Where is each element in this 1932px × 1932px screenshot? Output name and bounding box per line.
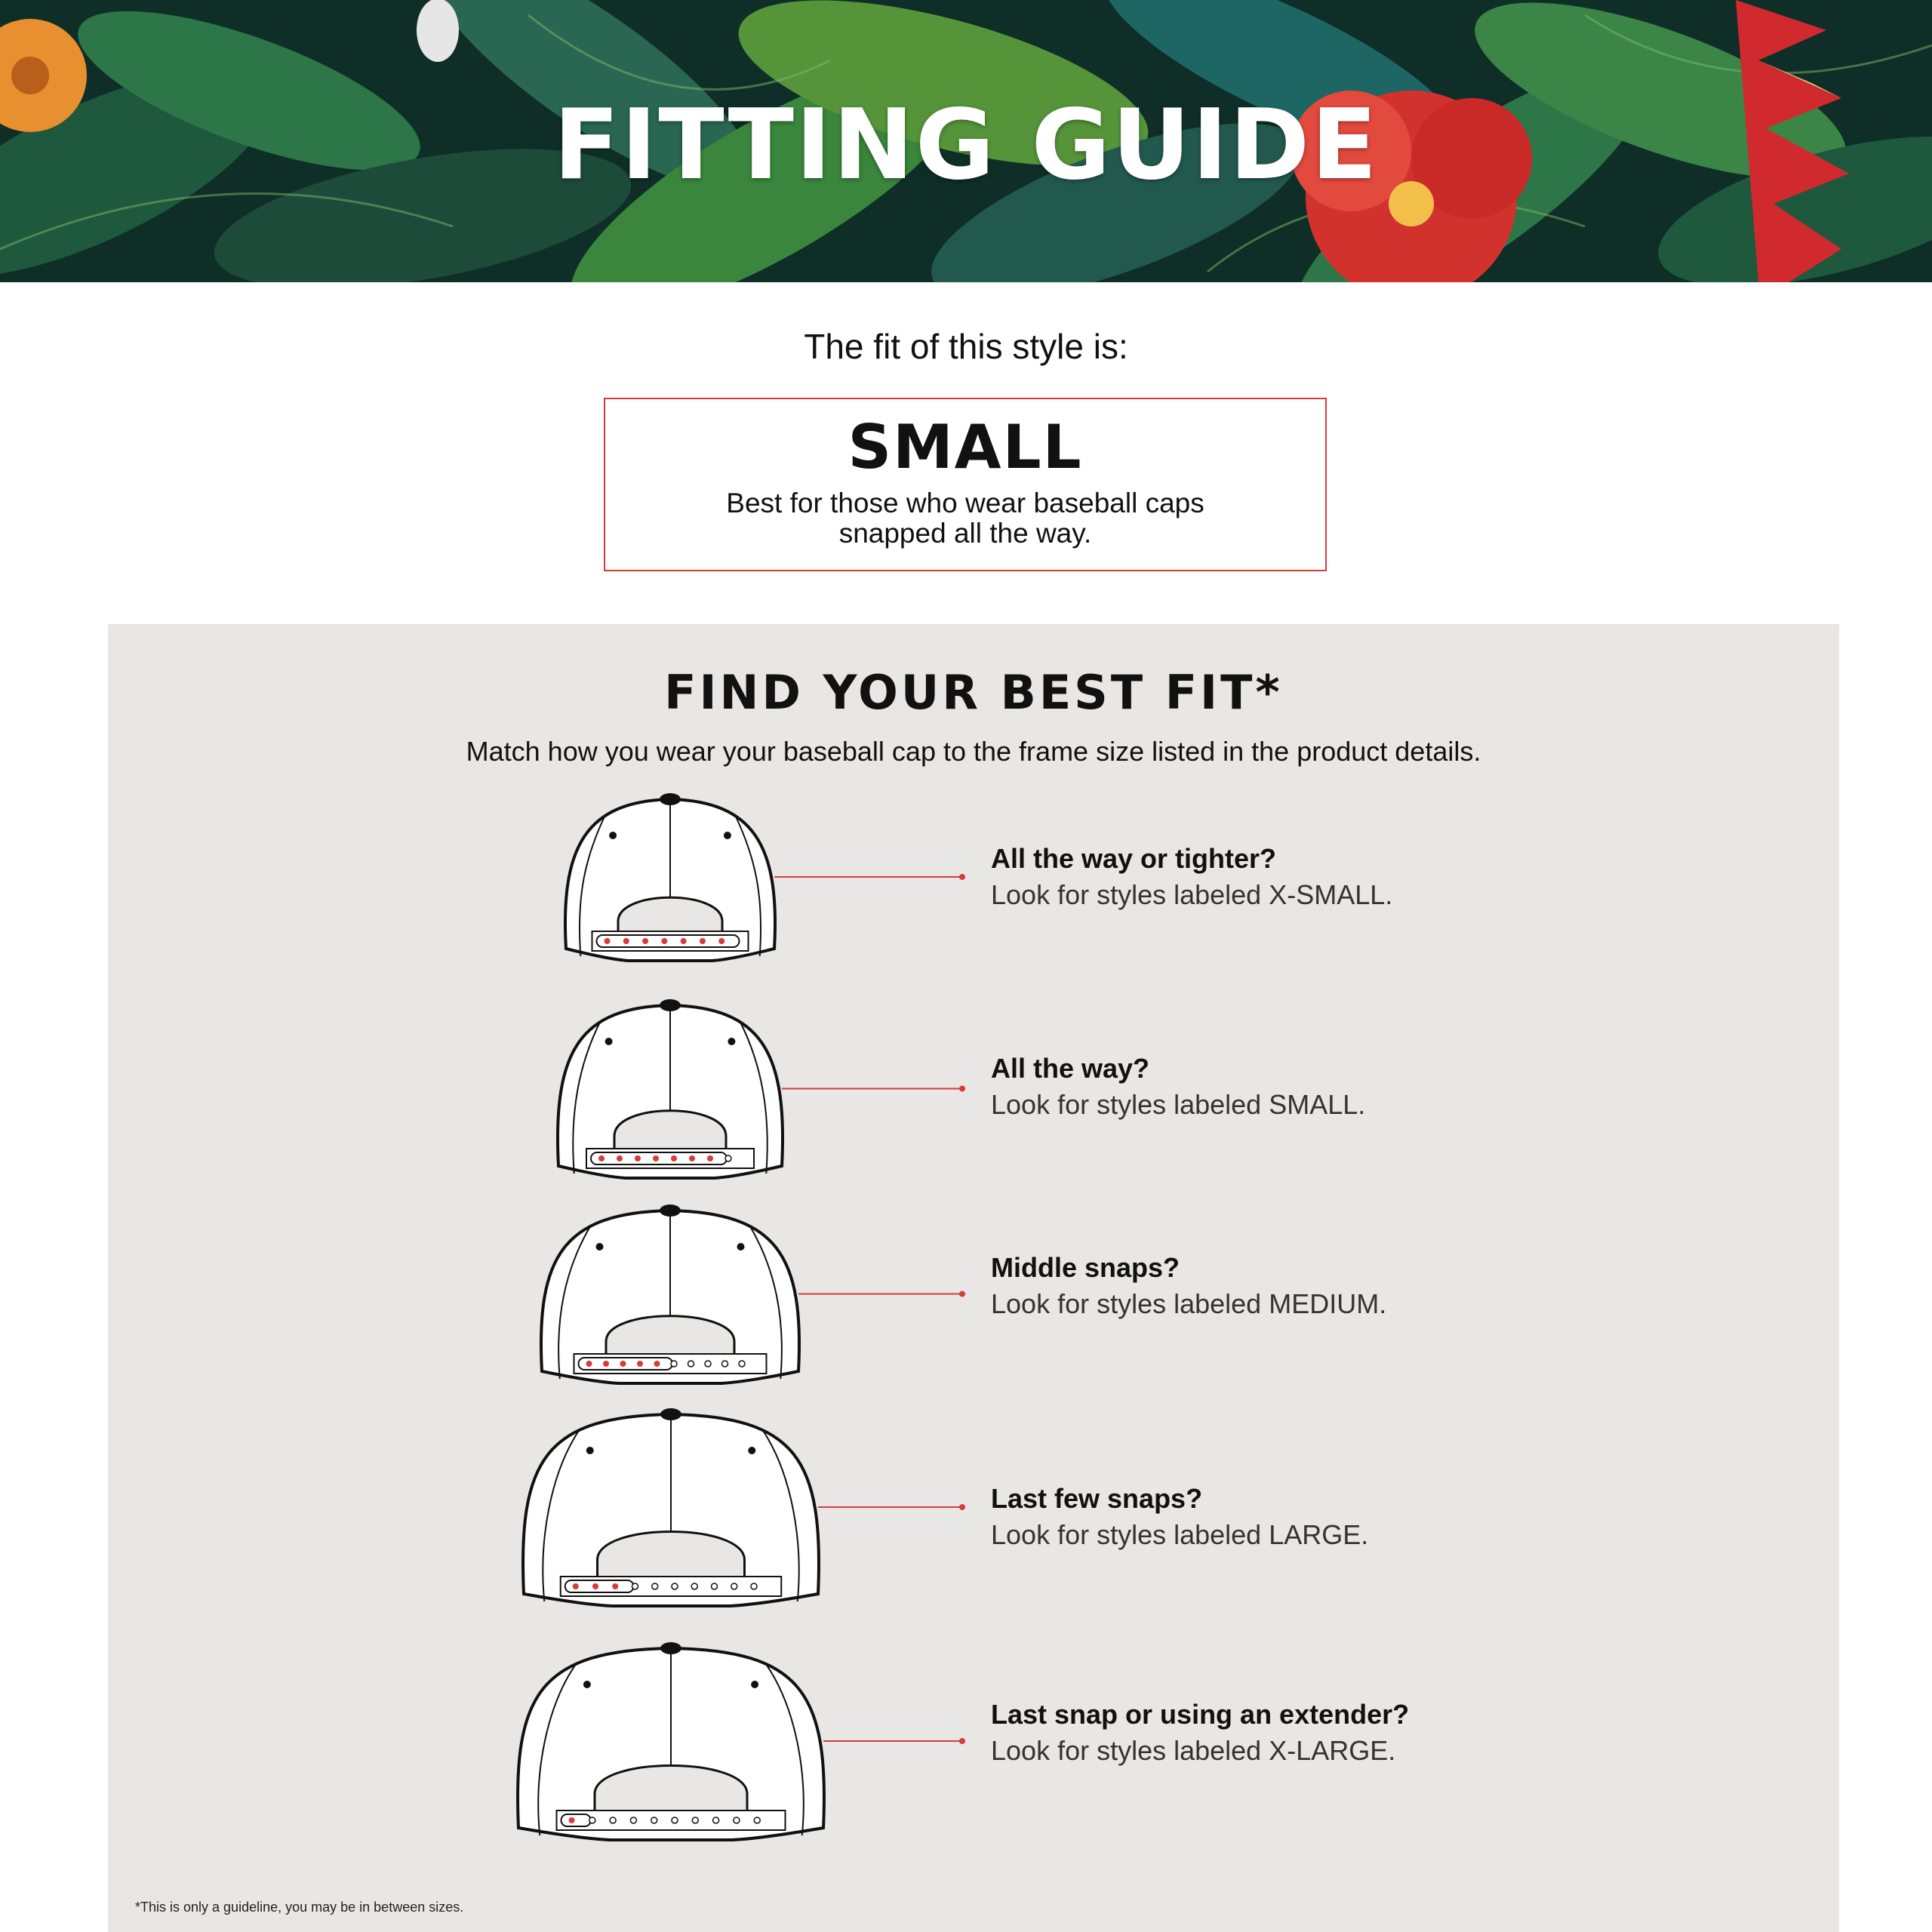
cap-back-icon xyxy=(108,624,1839,1932)
footnote: *This is only a guideline, you may be in between sizes. xyxy=(135,1900,464,1915)
panel-title: FIND YOUR BEST FIT* xyxy=(664,665,1283,720)
cap-back-icon xyxy=(108,624,1839,1932)
best-fit-panel xyxy=(108,624,1839,1932)
fit-size-box xyxy=(604,398,1327,571)
fit-size-label: SMALL xyxy=(848,412,1083,482)
fit-intro-text: The fit of this style is: xyxy=(804,327,1128,366)
page-title: FITTING GUIDE xyxy=(553,89,1379,202)
fit-question: Middle snaps? xyxy=(991,1252,1180,1283)
white-flower-icon xyxy=(417,0,459,62)
cap-back-icon xyxy=(108,624,1839,1932)
header-banner xyxy=(0,0,1932,282)
fit-question: Last snap or using an extender? xyxy=(991,1699,1410,1730)
fit-question: Last few snaps? xyxy=(991,1483,1203,1514)
cap-back-icon xyxy=(108,624,1839,1932)
fit-question: All the way or tighter? xyxy=(991,843,1277,874)
fit-answer: Look for styles labeled SMALL. xyxy=(991,1089,1366,1120)
cap-back-icon xyxy=(108,624,1839,1932)
fit-answer: Look for styles labeled MEDIUM. xyxy=(991,1288,1387,1319)
fit-description: Best for those who wear baseball caps snapped all the way. xyxy=(726,488,1204,549)
fit-answer: Look for styles labeled X-SMALL. xyxy=(991,879,1393,910)
panel-subtitle: Match how you wear your baseball cap to the frame size listed in the product details. xyxy=(466,736,1481,767)
fit-answer: Look for styles labeled X-LARGE. xyxy=(991,1735,1396,1766)
fit-answer: Look for styles labeled LARGE. xyxy=(991,1519,1369,1550)
fit-question: All the way? xyxy=(991,1053,1150,1084)
